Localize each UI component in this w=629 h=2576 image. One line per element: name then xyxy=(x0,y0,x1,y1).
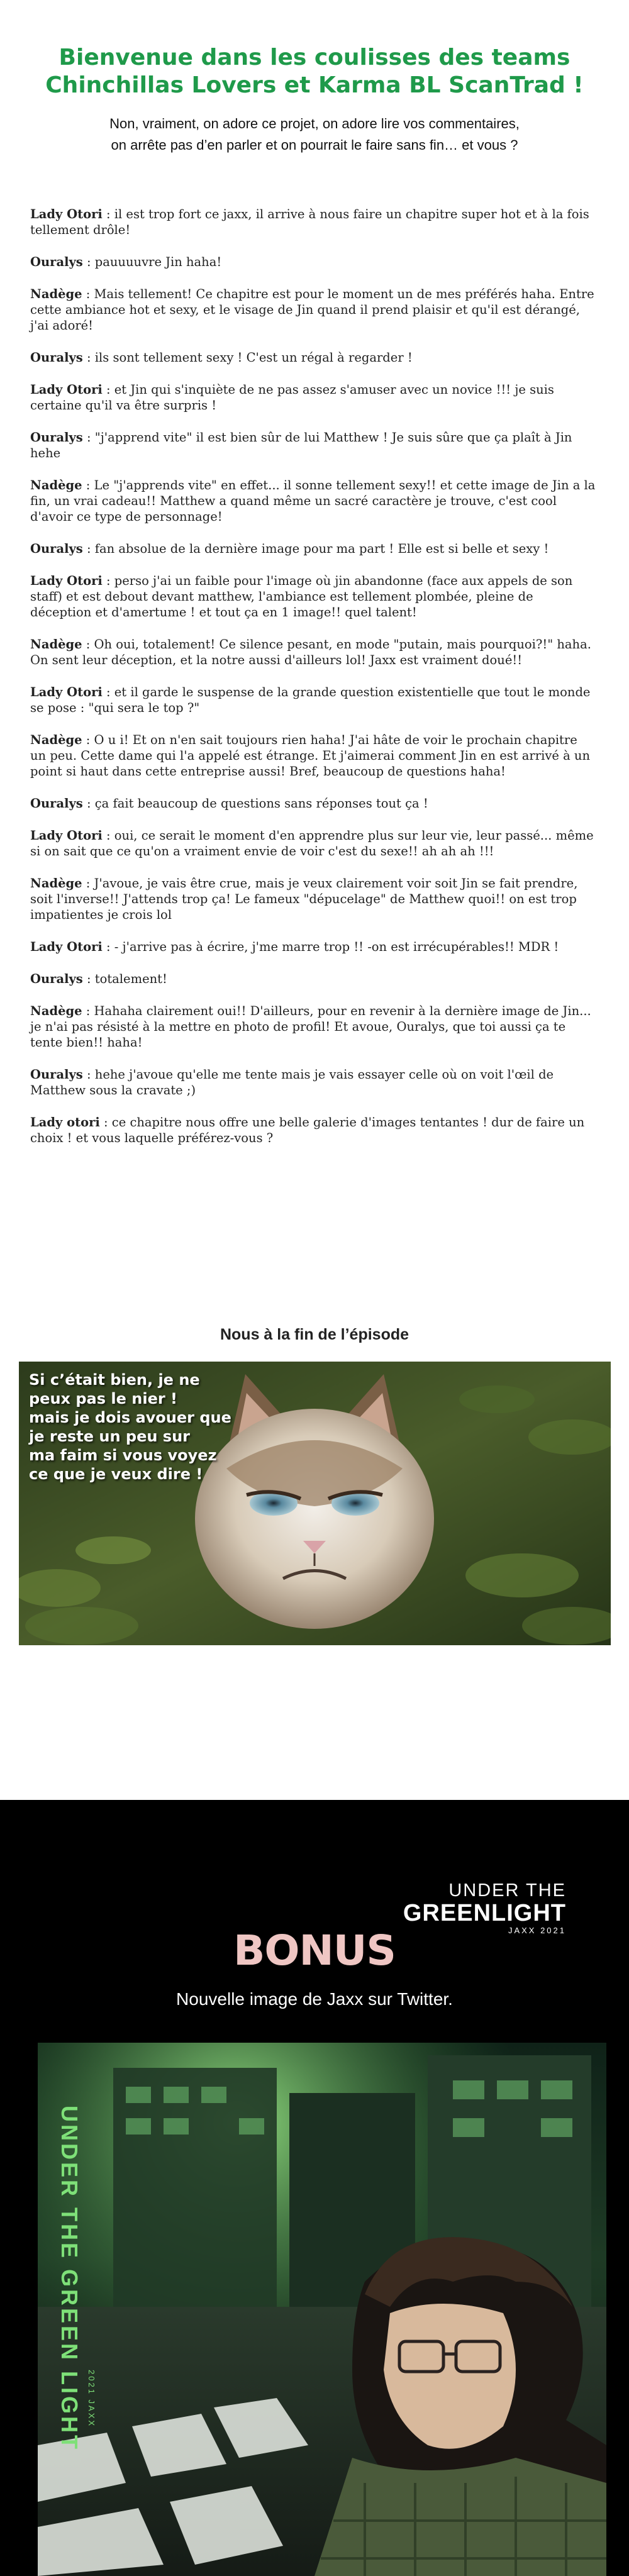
chat-text: : J'avoue, je vais être crue, mais je veux clairement voir soit Jin se fait prendre, soit l'inverse!! J'attends trop ça! Le fameux "dépucelage" de Matthew quoi!! on est trop impatientes je crois lol xyxy=(30,876,578,922)
chat-text: : O u i! Et on n'en sait toujours rien haha! J'ai hâte de voir le prochain chapitre un peu. Cette dame qui l'a appelé est étrange. Et j'aimerai comment Jin en est arrivé à un point si haut dans cette entreprise aussi! Bref, beaucoup de questions haha! xyxy=(30,733,591,779)
chat-text: : totalement! xyxy=(82,972,167,986)
chat-text: : pauuuuvre Jin haha! xyxy=(82,255,222,269)
chat-text: : Oh oui, totalement! Ce silence pesant, en mode "putain, mais pourquoi?!" haha. On sent leur déception, et la notre aussi d'ailleurs lol! Jaxx est vraiment doué!! xyxy=(30,637,591,667)
chat-text: : "j'apprend vite" il est bien sûr de lui Matthew ! Je suis sûre que ça plaît à Jin hehe xyxy=(30,430,572,460)
cat-overlay-line: ma faim si vous voyez xyxy=(29,1446,217,1464)
page-subtitle-line-2: on arrête pas d’en parler et on pourrait le faire sans fin… et vous ? xyxy=(111,137,518,153)
chat-message xyxy=(30,1067,596,1098)
chat-text: : il est trop fort ce jaxx, il arrive à nous faire un chapitre super hot et à la fois tellement drôle! xyxy=(30,207,589,237)
chat-speaker: Lady Otori xyxy=(30,207,103,221)
page-title-line-1: Bienvenue dans les coulisses des teams xyxy=(58,45,571,70)
cat-overlay-line: Si c’était bien, je ne xyxy=(29,1371,200,1389)
chat-message xyxy=(30,573,596,620)
chat-text: : et il garde le suspense de la grande question existentielle que tout le monde se pose : "qui sera le top ?" xyxy=(30,685,591,715)
grumpy-cat-image xyxy=(19,1362,611,1645)
chat-speaker: Ouralys xyxy=(30,255,83,269)
chat-text: : oui, ce serait le moment d'en apprendre plus sur leur vie, leur passé... même si on sait que ce qu'on a vraiment envie de voir c'est du sexe!! ah ah ah !!! xyxy=(30,828,594,858)
chat-text: : Hahaha clairement oui!! D'ailleurs, pour en revenir à la dernière image de Jin... je n'ai pas résisté à la mettre en photo de profil! Et avoue, Ouralys, que toi aussi ça te tente bien!! haha! xyxy=(30,1004,591,1050)
chat-message xyxy=(30,939,596,955)
cat-overlay-line: je reste un peu sur xyxy=(29,1428,190,1445)
logo-line-1: UNDER THE xyxy=(448,1880,566,1901)
chat-speaker: Nadège xyxy=(30,1004,82,1018)
chat-speaker: Lady otori xyxy=(30,1115,100,1130)
chat-message xyxy=(30,684,596,716)
chat-speaker: Lady Otori xyxy=(30,382,103,397)
chat-message xyxy=(30,382,596,413)
chat-text: : hehe j'avoue qu'elle me tente mais je vais essayer celle où on voit l'œil de Matthew sous la cravate ;) xyxy=(30,1067,554,1097)
chat-text: : Le "j'apprends vite" en effet... il sonne tellement sexy!! et cette image de Jin a la fin, un vrai cadeau!! Matthew a quand même un sacré caractère je trouve, c'est cool d'avoir ce type de personnage! xyxy=(30,478,596,524)
chat-speaker: Lady Otori xyxy=(30,574,103,588)
bonus-subtitle: Nouvelle image de Jaxx sur Twitter. xyxy=(176,1989,453,2009)
page-subtitle xyxy=(0,113,629,156)
chat-speaker: Ouralys xyxy=(30,430,83,445)
logo-line-3: JAXX 2021 xyxy=(508,1926,566,1935)
artwork-vertical-year: 2021 JAXX xyxy=(87,2370,96,2428)
artwork-vertical-title: UNDER THE GREEN LIGHT xyxy=(57,2106,82,2452)
logo-line-2: GREENLIGHT xyxy=(403,1900,566,1926)
cat-overlay-line: peux pas le nier ! xyxy=(29,1390,177,1407)
chat-transcript xyxy=(30,206,596,1162)
chat-message xyxy=(30,541,596,557)
chat-speaker: Lady Otori xyxy=(30,685,103,699)
chat-message xyxy=(30,1114,596,1146)
chat-speaker: Lady Otori xyxy=(30,828,103,843)
chat-message xyxy=(30,206,596,238)
page-title xyxy=(0,44,629,99)
chat-message xyxy=(30,796,596,811)
cat-overlay-text xyxy=(29,1370,243,1484)
bonus-artwork xyxy=(38,2043,606,2576)
chat-text: : fan absolue de la dernière image pour ma part ! Elle est si belle et sexy ! xyxy=(82,541,549,556)
cat-overlay-line: mais je dois avouer que xyxy=(29,1409,231,1426)
chat-speaker: Nadège xyxy=(30,287,82,301)
cat-overlay-line: ce que je veux dire ! xyxy=(29,1465,203,1483)
chat-text: : ils sont tellement sexy ! C'est un régal à regarder ! xyxy=(82,350,413,365)
chat-message xyxy=(30,1003,596,1050)
chat-message xyxy=(30,636,596,668)
chat-speaker: Lady Otori xyxy=(30,940,103,954)
chat-text: : Mais tellement! Ce chapitre est pour le moment un de mes préférés haha. Entre cette ambiance hot et sexy, et le visage de Jin quand il prend plaisir et qu'il est dérangé, j'ai adoré! xyxy=(30,287,594,333)
chat-text: : ce chapitre nous offre une belle galerie d'images tentantes ! dur de faire un choix ! et vous laquelle préférez-vous ? xyxy=(30,1115,585,1145)
chat-message xyxy=(30,971,596,987)
chat-speaker: Ouralys xyxy=(30,796,83,811)
chat-speaker: Nadège xyxy=(30,876,82,891)
chat-speaker: Ouralys xyxy=(30,541,83,556)
chat-text: : - j'arrive pas à écrire, j'me marre trop !! -on est irrécupérables!! MDR ! xyxy=(102,940,559,954)
chat-text: : et Jin qui s'inquiète de ne pas assez s'amuser avec un novice !!! je suis certaine qu'il va être surpris ! xyxy=(30,382,554,413)
chat-message xyxy=(30,732,596,779)
chat-speaker: Nadège xyxy=(30,637,82,652)
chat-text: : perso j'ai un faible pour l'image où jin abandonne (face aux appels de son staff) et est debout devant matthew, l'ambiance est tellement plombée, pleine de déception et d'amertume ! et tout ça en 1 image!! quel talent! xyxy=(30,574,573,619)
page-header xyxy=(0,44,629,156)
page-title-line-2: Chinchillas Lovers et Karma BL ScanTrad ! xyxy=(45,72,584,98)
bonus-title: BONUS xyxy=(233,1926,396,1975)
chat-speaker: Ouralys xyxy=(30,1067,83,1082)
chat-message xyxy=(30,350,596,365)
chat-message xyxy=(30,828,596,859)
bonus-artwork-illustration xyxy=(38,2043,606,2576)
chat-speaker: Ouralys xyxy=(30,350,83,365)
chat-message xyxy=(30,875,596,923)
chat-text: : ça fait beaucoup de questions sans réponses tout ça ! xyxy=(82,796,428,811)
chat-speaker: Ouralys xyxy=(30,972,83,986)
chat-speaker: Nadège xyxy=(30,478,82,492)
chat-message xyxy=(30,430,596,461)
chat-message xyxy=(30,477,596,525)
cat-caption: Nous à la fin de l’épisode xyxy=(220,1326,409,1343)
chat-message xyxy=(30,254,596,270)
chat-message xyxy=(30,286,596,333)
page-subtitle-line-1: Non, vraiment, on adore ce projet, on adore lire vos commentaires, xyxy=(109,116,520,131)
chat-speaker: Nadège xyxy=(30,733,82,747)
